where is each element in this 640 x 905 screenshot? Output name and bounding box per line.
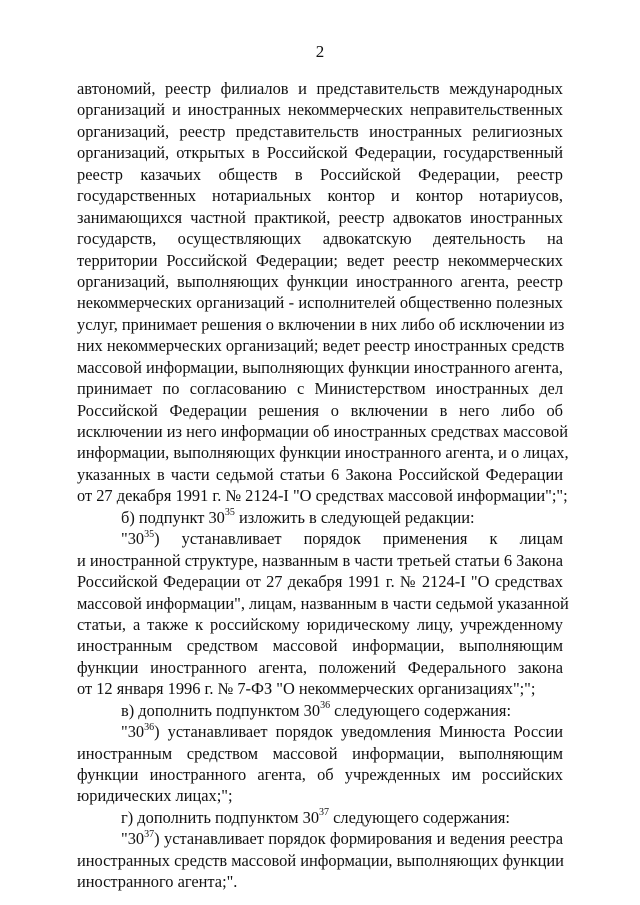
text-run: принимает по согласованию с Министерством иностранных дел bbox=[77, 379, 563, 399]
text-line bbox=[77, 99, 563, 120]
text-line bbox=[77, 678, 563, 699]
document-body bbox=[77, 78, 569, 893]
text-line bbox=[77, 121, 563, 142]
text-line bbox=[77, 207, 563, 228]
text-run: организаций, выполняющих функции иностранного агента, реестр bbox=[77, 271, 563, 291]
text-run: территории Российской Федерации; ведет реестр некоммерческих bbox=[77, 250, 563, 270]
text-line bbox=[77, 764, 563, 785]
text-line bbox=[77, 378, 563, 399]
text-run: функции иностранного агента, положений Федерального закона bbox=[77, 657, 563, 677]
text-run: массовой информации", лицам, названным в части седьмой указанной bbox=[77, 593, 569, 613]
text-line bbox=[77, 657, 563, 678]
page-number: 2 bbox=[315, 42, 325, 61]
text-run: Российской Федерации от 27 декабря 1991 г. № 2124-I "О средствах bbox=[77, 572, 563, 592]
text-run: услуг, принимает решения о включении в них либо об исключении из bbox=[77, 314, 565, 334]
text-run: Российской Федерации решения о включении в него либо об bbox=[77, 400, 563, 420]
text-run: информации, выполняющих функции иностранного агента, и о лицах, bbox=[77, 443, 569, 463]
text-run: иностранных средств массовой информации, выполняющих функции bbox=[77, 850, 564, 870]
text-line bbox=[77, 421, 568, 442]
text-line bbox=[77, 357, 563, 378]
text-run: б) подпункт 30 bbox=[121, 507, 225, 527]
text-run: массовой информации, выполняющих функции иностранного агента, bbox=[77, 357, 563, 377]
text-line bbox=[77, 528, 563, 549]
text-run: от 27 декабря 1991 г. № 2124-I "О средствах массовой информации";"; bbox=[77, 486, 568, 506]
text-line bbox=[77, 635, 563, 656]
text-line bbox=[77, 807, 563, 828]
text-line bbox=[77, 228, 563, 249]
text-line bbox=[77, 292, 563, 313]
text-run: юридических лицах;"; bbox=[77, 786, 233, 806]
text-run: г) дополнить подпунктом 30 bbox=[121, 807, 320, 827]
text-line bbox=[77, 271, 563, 292]
superscript: 37 bbox=[319, 807, 330, 819]
text-line bbox=[77, 185, 563, 206]
text-run: следующего содержания: bbox=[329, 807, 510, 827]
superscript: 35 bbox=[144, 528, 155, 540]
text-line bbox=[77, 400, 563, 421]
text-line bbox=[77, 614, 563, 635]
text-run: статьи, а также к российскому юридическому лицу, учрежденному bbox=[77, 614, 563, 634]
text-line bbox=[77, 550, 563, 571]
text-line bbox=[77, 250, 563, 271]
text-line bbox=[77, 743, 563, 764]
text-run: "30 bbox=[121, 722, 145, 742]
text-run: организаций, реестр представительств иностранных религиозных bbox=[77, 121, 563, 141]
text-line bbox=[77, 314, 563, 335]
text-line bbox=[77, 78, 563, 99]
text-run: автономий, реестр филиалов и представительств международных bbox=[77, 79, 563, 98]
text-run: государственных нотариальных контор и контор нотариусов, bbox=[77, 186, 563, 206]
text-line bbox=[77, 485, 568, 506]
text-line bbox=[77, 142, 563, 163]
text-run: указанных в части седьмой статьи 6 Закона Российской Федерации bbox=[77, 464, 563, 484]
text-run: ) устанавливает порядок формирования и ведения реестра bbox=[154, 829, 563, 849]
text-line bbox=[77, 164, 563, 185]
text-line bbox=[77, 335, 563, 356]
text-run: реестр казачьих обществ в Российской Федерации, реестр bbox=[77, 164, 563, 184]
superscript: 37 bbox=[144, 828, 155, 840]
text-run: исключении из него информации об иностранных средствах массовой bbox=[77, 422, 568, 441]
text-line bbox=[77, 785, 563, 806]
text-run: иностранным средством массовой информации, выполняющим bbox=[77, 636, 563, 656]
text-run: следующего содержания: bbox=[330, 700, 511, 720]
text-run: "30 bbox=[121, 829, 145, 849]
text-line bbox=[77, 464, 563, 485]
text-line bbox=[77, 442, 569, 463]
text-line bbox=[77, 828, 563, 849]
superscript: 36 bbox=[144, 721, 155, 733]
text-run: и иностранной структуре, названным в части третьей статьи 6 Закона bbox=[77, 550, 563, 570]
text-line bbox=[77, 571, 563, 592]
text-run: иностранного агента;". bbox=[77, 872, 238, 892]
text-line bbox=[77, 721, 563, 742]
superscript: 35 bbox=[224, 507, 235, 519]
text-run: организаций и иностранных некоммерческих неправительственных bbox=[77, 100, 563, 120]
text-run: занимающихся частной практикой, реестр адвокатов иностранных bbox=[77, 207, 563, 227]
text-line bbox=[77, 700, 563, 721]
text-run: некоммерческих организаций - исполнителей общественно полезных bbox=[77, 293, 563, 313]
text-run: них некоммерческих организаций; ведет реестр иностранных средств bbox=[77, 336, 565, 356]
text-run: ) устанавливает порядок применения к лицам bbox=[154, 529, 563, 549]
text-run: государств, осуществляющих адвокатскую деятельность на bbox=[77, 229, 563, 249]
text-line bbox=[77, 850, 563, 871]
text-run: организаций, открытых в Российской Федерации, государственный bbox=[77, 143, 563, 163]
text-run: "30 bbox=[121, 529, 145, 549]
text-line bbox=[77, 507, 563, 528]
text-run: изложить в следующей редакции: bbox=[234, 507, 475, 527]
text-run: функции иностранного агента, об учрежденных им российских bbox=[77, 765, 563, 784]
text-run: от 12 января 1996 г. № 7-ФЗ "О некоммерческих организациях";"; bbox=[77, 679, 536, 699]
text-run: ) устанавливает порядок уведомления Минюста России bbox=[154, 722, 563, 742]
text-run: иностранным средством массовой информации, выполняющим bbox=[77, 743, 563, 763]
text-run: в) дополнить подпунктом 30 bbox=[121, 700, 321, 720]
text-line bbox=[77, 593, 569, 614]
superscript: 36 bbox=[320, 700, 331, 712]
text-line bbox=[77, 871, 563, 892]
